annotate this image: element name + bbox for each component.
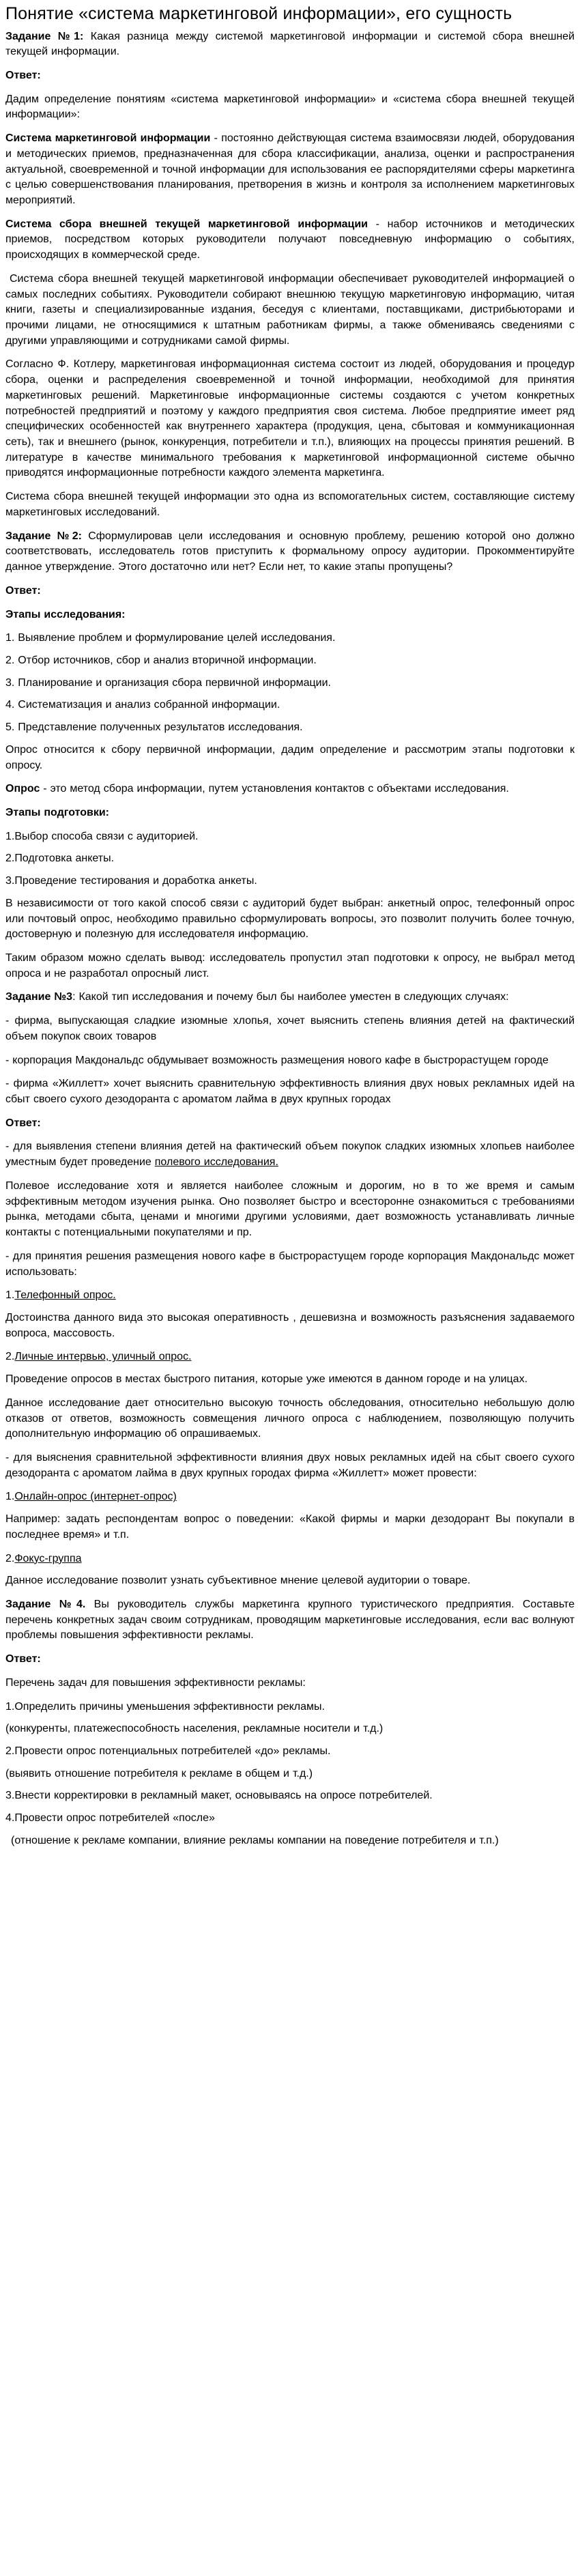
field-research-link: полевого исследования.: [154, 1156, 278, 1169]
list-item: 1.Определить причины уменьшения эффективности рекламы.: [5, 1700, 325, 1713]
list-item: 3.Внести корректировки в рекламный макет, основываясь на опросе потребителей.: [5, 1790, 433, 1802]
list-item: 4.Провести опрос потребителей «после»: [5, 1812, 215, 1824]
task1-term-2: Система сбора внешней текущей маркетинговой информации: [5, 218, 369, 230]
task1-paragraph-5: Согласно Ф. Котлеру, маркетинговая информационная система состоит из людей, оборудования и процедур сбора, оценки и распределения своевременной и точной информации, необходимой для принятия маркетинговых решений. Маркетинговые информационные системы создаются с учетом конкретных потребностей предприятий и поэтому у каждого предприятия своя система. Любое предприятие имеет ряд специфических особенностей как внутреннего характера (продукция, цена, сбытовая и коммуникационная сеть), так и внешнего (рынок, конкуренция, потребители и т.п.), влияющих на процессы принятия решений. В литературе в качестве минимального требования к маркетинговой информационной системе обычно приводятся информационные потребности каждого элемента маркетинга.: [5, 358, 575, 479]
list-item: 4. Систематизация и анализ собранной информации.: [5, 699, 280, 711]
task3-answer-2-intro: - для принятия решения размещения нового кафе в быстрорастущем городе корпорация Макдональдс может использовать:: [5, 1250, 575, 1278]
task3-answer-3-item-2-text: Данное исследование позволит узнать субъективное мнение целевой аудитории о товаре.: [5, 1575, 471, 1587]
task3-answer-3-item-1-text: Например: задать респондентам вопрос о поведении: «Какой фирмы и марки дезодорант Вы покупали в последнее время» и т.п.: [5, 1513, 575, 1541]
page-title: Понятие «система маркетинговой информации», его сущность: [5, 4, 512, 23]
task2-answer-label: Ответ:: [5, 584, 41, 597]
task2-definition: [5, 782, 575, 797]
phone-survey-link: Телефонный опрос.: [14, 1289, 116, 1302]
task1-answer-label: Ответ:: [5, 69, 41, 81]
list-item: (выявить отношение потребителя к рекламе в общем и т.д.): [5, 1767, 313, 1779]
task1-term-1: Система маркетинговой информации: [5, 132, 211, 145]
task2-stages-label: Этапы исследования:: [5, 608, 126, 620]
list-item: (отношение к рекламе компании, влияние рекламы компании на поведение потребителя и т.п.): [11, 1834, 499, 1846]
focus-group-link: Фокус-группа: [14, 1552, 82, 1564]
online-survey-link: Онлайн-опрос (интернет-опрос): [14, 1491, 177, 1503]
list-item: (конкуренты, платежеспособность населения, рекламные носители и т.д.): [5, 1723, 384, 1735]
list-item: 2. Отбор источников, сбор и анализ вторичной информации.: [5, 654, 317, 666]
list-item: 2.Провести опрос потенциальных потребителей «до» рекламы.: [5, 1745, 331, 1758]
task1-question-text: Какая разница между системой маркетинговой информации и системой сбора внешней текущей информации.: [5, 30, 575, 58]
task3-label: Задание №3: [5, 991, 73, 1003]
task4-question: [5, 1597, 575, 1644]
list-item: 1.Выбор способа связи с аудиторией.: [5, 830, 199, 842]
item-number: 1.: [5, 1289, 15, 1302]
task1-paragraph-2-text: - постоянно действующая система взаимосвязи людей, оборудования и методических приемов, предназначенная для сбора классификации, анализа, оценки и распространения актуальной, своевременной и точной информации для использования ее распорядителями сферы маркетинга с целью совершенствования планирования, претворения в жизнь и контроля за исполнением маркетинговых мероприятий.: [5, 132, 575, 206]
task2-question: [5, 529, 575, 575]
task1-question: [5, 29, 575, 60]
task1-label: Задание №1:: [5, 30, 84, 42]
task3-answer-1: [5, 1139, 575, 1170]
interview-link: Личные интервью, уличный опрос.: [14, 1351, 192, 1363]
task1-paragraph-1: Дадим определение понятиям «система маркетинговой информации» и «система сбора внешней текущей информации»:: [5, 93, 575, 121]
task3-answer-2-item-2-text-2: Данное исследование дает относительно высокую точность обследования, относительно небольшую долю отказов от ответов, возможность совмещения личного опроса с наблюдением, позволяющую получить дополнительную информацию об опрашиваемых.: [5, 1397, 575, 1440]
task3-answer-2-item-1: [5, 1288, 575, 1304]
task1-paragraph-3: [5, 217, 575, 263]
task2-survey-paragraph: Опрос относится к сбору первичной информации, дадим определение и рассмотрим этапы подготовки к опросу.: [5, 743, 575, 771]
list-item: 5. Представление полученных результатов исследования.: [5, 721, 303, 734]
task2-label: Задание №2:: [5, 530, 82, 542]
task1-paragraph-4: Система сбора внешней текущей маркетинговой информации обеспечивает руководителей информацией о самых последних событиях. Руководители собирают внешнюю текущую маркетинговую информацию, читая книги, газеты и специализированные издания, беседуя с клиентами, поставщиками, дистрибьюторами и прочими лицами, не относящимися к штатным работникам фирмы, а также обмениваясь сведениями с другими управляющими и сотрудниками самой фирмы.: [5, 272, 575, 347]
task3-answer-2-item-2-text-1: Проведение опросов в местах быстрого питания, которые уже имеются в данном городе и на улицах.: [5, 1373, 528, 1386]
task3-answer-3-item-2: [5, 1551, 575, 1567]
task3-case-2: - корпорация Макдональдс обдумывает возможность размещения нового кафе в быстрорастущем городе: [5, 1054, 549, 1066]
task3-case-3: - фирма «Жиллетт» хочет выяснить сравнительную эффективность влияния двух новых рекламных идей на сбыт своего сухого дезодоранта с ароматом лайма в двух крупных городах: [5, 1078, 575, 1106]
task2-prep-label: Этапы подготовки:: [5, 806, 110, 818]
task2-independence-paragraph: В независимости от того какой способ связи с аудиторий будет выбран: анкетный опрос, телефонный опрос или почтовый опрос, необходимо правильно сформулировать вопросы, это позволит получить более точную, достоверную и полезную для исследователя информацию.: [5, 897, 575, 941]
task4-answer-label: Ответ:: [5, 1653, 41, 1665]
task1-paragraph-2: [5, 131, 575, 209]
task3-answer-3-intro: - для выяснения сравнительной эффективности влияния двух новых рекламных идей на сбыт своего сухого дезодоранта с ароматом лайма в двух крупных городах фирма «Жиллетт» может провести:: [5, 1451, 575, 1479]
task3-answer-2-item-2: [5, 1349, 575, 1365]
item-number: 1.: [5, 1491, 15, 1503]
task2-conclusion-paragraph: Таким образом можно сделать вывод: исследователь пропустил этап подготовки к опросу, не выбрал метод опроса и не разработал опросный лист.: [5, 952, 575, 979]
task2-def-term: Опрос: [5, 783, 40, 795]
list-item: 3. Планирование и организация сбора первичной информации.: [5, 676, 331, 689]
task1-paragraph-6: Система сбора внешней текущей информации это одна из вспомогательных систем, составляющие систему маркетинговых исследований.: [5, 491, 575, 518]
task2-def-text: - это метод сбора информации, путем установления контактов с объектами исследования.: [40, 783, 509, 795]
task4-question-text: Вы руководитель службы маркетинга крупного туристического предприятия. Составьте перечень конкретных задач своим сотрудникам, проводящим маркетинговые исследования, если вас волнуют проблемы повышения эффективности рекламы.: [5, 1599, 575, 1642]
task3-answer-label: Ответ:: [5, 1117, 41, 1129]
task1-paragraph-3-text: - набор источников и методических приемов, посредством которых руководители получают повседневную информацию о событиях, происходящих в коммерческой среде.: [5, 218, 575, 261]
task3-answer-3-item-1: [5, 1489, 575, 1505]
item-number: 2.: [5, 1552, 15, 1564]
task3-case-1: - фирма, выпускающая сладкие изюмные хлопья, хочет выяснить степень влияния детей на фактический объем покупок своих товаров: [5, 1015, 575, 1042]
list-item: 2.Подготовка анкеты.: [5, 853, 115, 865]
task3-answer-2-item-1-text: Достоинства данного вида это высокая оперативность , дешевизна и возможность разъяснения задаваемого вопроса, массовость.: [5, 1311, 575, 1339]
task3-answer-1-text: - для выявления степени влияния детей на фактический объем покупок сладких изюмных хлопьев наиболее уместным будет проведение: [5, 1141, 575, 1169]
task3-question-text: : Какой тип исследования и почему был бы наиболее уместен в следующих случаях:: [72, 991, 509, 1003]
task3-answer-1-paragraph: Полевое исследование хотя и является наиболее сложным и дорогим, но в то же время и самым эффективным методом изучения рынка. Оно позволяет быстро и всесторонне ознакомиться с требованиями рынка, методами сбыта, ценами и многими другими условиями, дает возможность устанавливать личные контакты с потенциальными покупателями и пр.: [5, 1179, 575, 1239]
list-item: 1. Выявление проблем и формулирование целей исследования.: [5, 632, 336, 644]
task4-label: Задание №4.: [5, 1599, 86, 1610]
task3-question: [5, 990, 575, 1005]
task4-list-intro: Перечень задач для повышения эффективности рекламы:: [5, 1676, 306, 1689]
list-item: 3.Проведение тестирования и доработка анкеты.: [5, 875, 257, 887]
item-number: 2.: [5, 1351, 15, 1363]
task2-question-text: Сформулировав цели исследования и основную проблему, решению которой оно должно соответствовать, исследователь готов приступить к формальному опросу аудитории. Прокомментируйте данное утверждение. Этого достаточно или нет? Если нет, то какие этапы пропущены?: [5, 530, 575, 573]
